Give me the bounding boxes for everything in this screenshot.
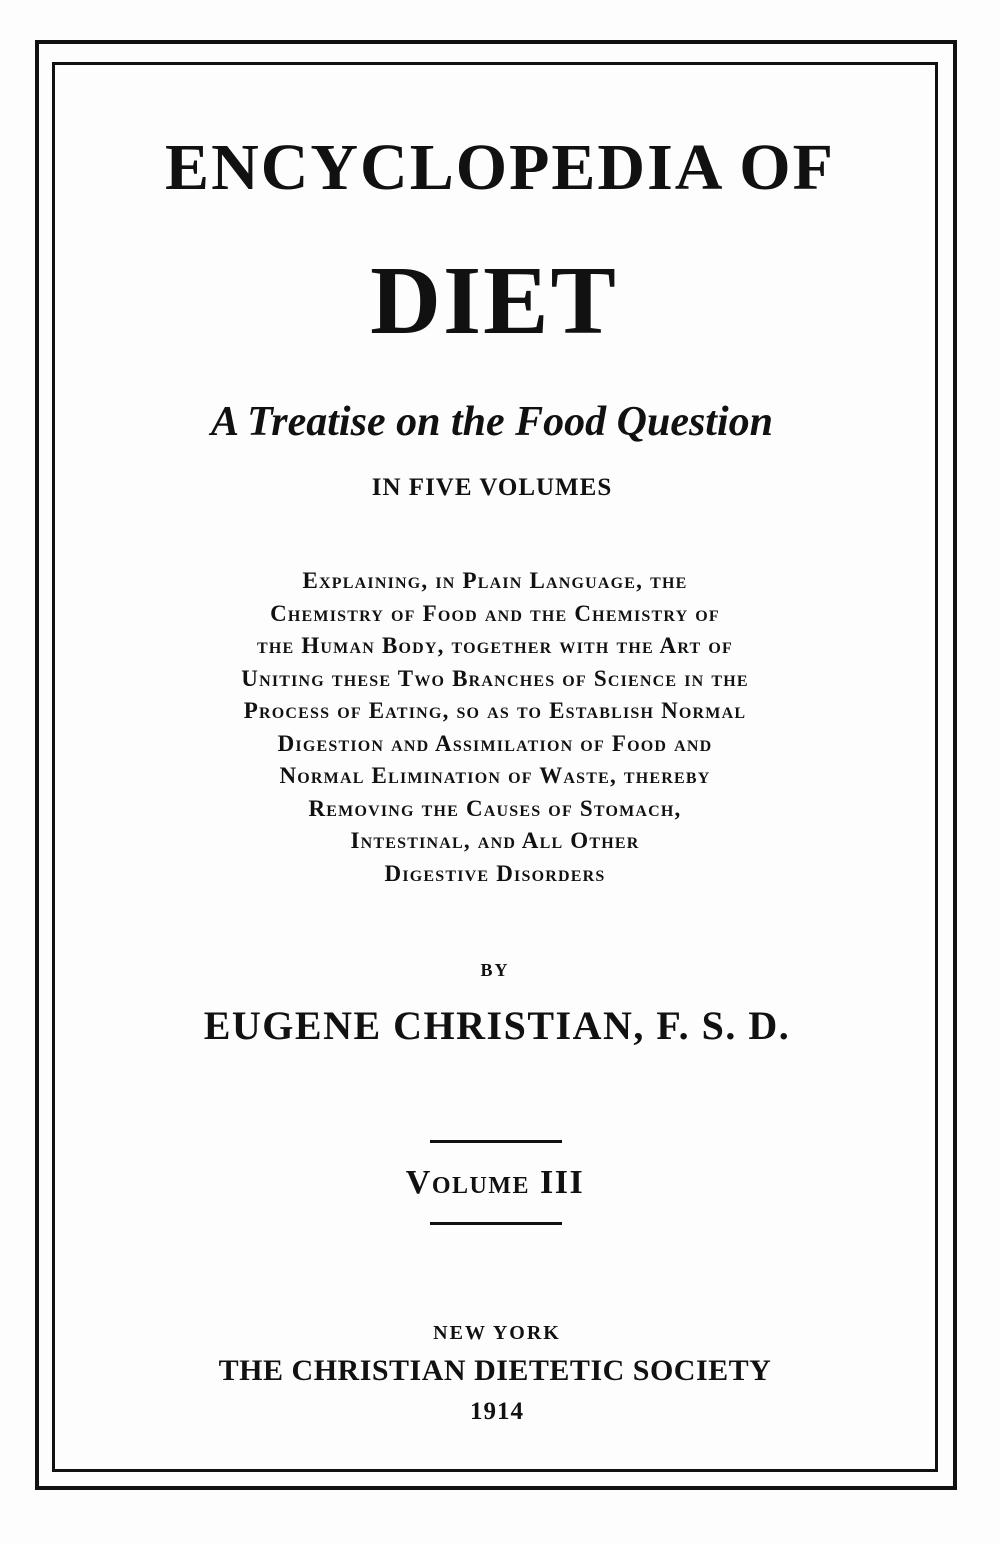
publication-city: NEW YORK: [433, 1322, 561, 1344]
volumes-note: IN FIVE VOLUMES: [371, 474, 613, 501]
title-line-2: DIET: [370, 247, 618, 355]
description-line: Uniting these Two Branches of Science in the: [241, 665, 749, 691]
author-name: EUGENE CHRISTIAN, F. S. D.: [203, 1003, 791, 1048]
description-line: Explaining, in Plain Language, the: [302, 568, 688, 593]
publisher-name: THE CHRISTIAN DIETETIC SOCIETY: [218, 1354, 772, 1387]
volume-number: Volume III: [405, 1164, 585, 1201]
description-block: [0, 565, 1000, 890]
description-line: Process of Eating, so as to Establish Normal: [243, 698, 747, 723]
title-line-1: ENCYCLOPEDIA OF: [165, 131, 835, 204]
volume-rule-top: [430, 1140, 562, 1143]
description-line: Digestive Disorders: [384, 860, 606, 886]
description-line: the Human Body, together with the Art of: [257, 633, 733, 658]
description-line: Intestinal, and All Other: [350, 828, 640, 853]
description-line: Chemistry of Food and the Chemistry of: [270, 600, 720, 626]
description-line: Removing the Causes of Stomach,: [308, 795, 682, 821]
volume-rule-bottom: [430, 1222, 562, 1225]
description-line: Digestion and Assimilation of Food and: [277, 730, 713, 756]
description-line: Normal Elimination of Waste, thereby: [279, 763, 711, 788]
publication-year: 1914: [470, 1398, 524, 1425]
subtitle: A Treatise on the Food Question: [210, 399, 774, 445]
by-label: BY: [480, 960, 510, 980]
